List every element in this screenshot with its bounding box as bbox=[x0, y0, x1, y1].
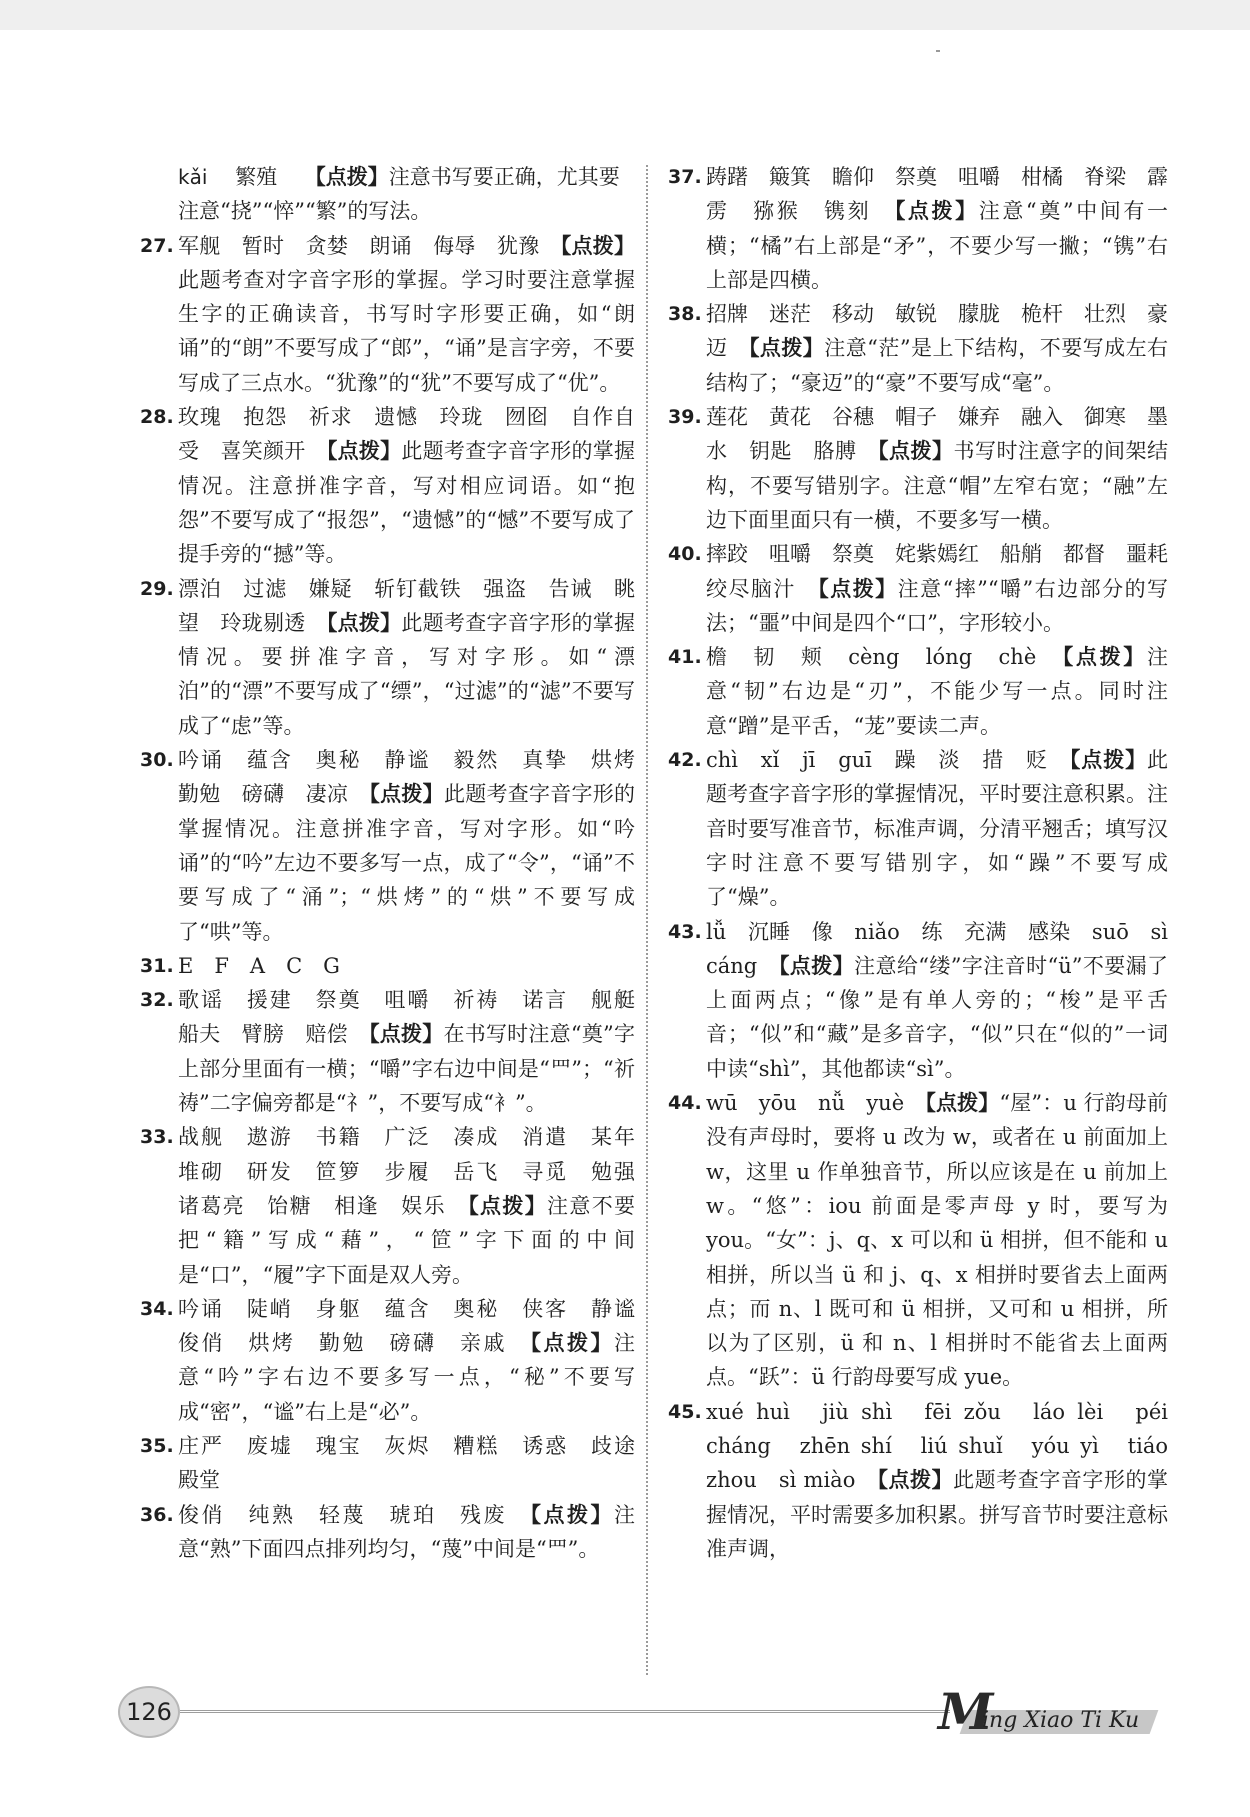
answer-entry bbox=[140, 400, 635, 571]
answer-entry bbox=[140, 229, 635, 400]
answer-entry bbox=[668, 743, 1168, 914]
tip-label: 【点拨】 bbox=[925, 1091, 1000, 1116]
answer-entry bbox=[140, 983, 656, 1120]
entry-answers: 庄严 废墟 瑰宝 灰烬 糟糕 诱惑 歧途 殿堂 bbox=[178, 1433, 656, 1493]
entry-number: 36. bbox=[140, 1503, 174, 1526]
entry-body bbox=[706, 915, 1189, 1086]
entry-note: 此题考查字音字形的掌握情况。要拼准字音，写对字形。如“漂泊”的“漂”不要写成了“缥”，“过滤”的“滤”不要写成了“虑”等。 bbox=[178, 610, 636, 738]
answer-entry bbox=[140, 949, 635, 983]
brand-initial: M bbox=[938, 1682, 994, 1741]
entry-answers: wū yōu nǚ yuè bbox=[706, 1091, 905, 1116]
entry-number: 39. bbox=[668, 406, 702, 429]
entry-body bbox=[178, 229, 635, 400]
entry-body bbox=[706, 640, 1168, 743]
entry-answers: chì xǐ jī guī 躁 淡 措 贬 bbox=[706, 748, 1048, 773]
entry-answers: 檐 韧 颊 cèng lóng chè bbox=[706, 645, 1037, 670]
footer-rule bbox=[180, 1710, 950, 1713]
tip-label: 【点拨】 bbox=[530, 1331, 614, 1356]
entry-number: 27. bbox=[140, 234, 174, 257]
entry-number: 28. bbox=[140, 406, 174, 429]
answer-entry bbox=[140, 1429, 656, 1498]
tip-label: 【点拨】 bbox=[878, 439, 954, 464]
entry-number: 37. bbox=[668, 166, 702, 188]
tip-label: 【点拨】 bbox=[326, 610, 402, 635]
entry-body bbox=[706, 1086, 1168, 1395]
entry-answers: xué huì jiù shì fēi zǒu láo lèi péi cháng zhēn shí liú shuǐ yóu yì tiáo zhou sì miào bbox=[706, 1399, 1168, 1493]
preamble-note: 注意书写要正确，尤其要注意“挠”“悴”“繁”的写法。 bbox=[178, 165, 620, 224]
entry-number: 42. bbox=[668, 749, 702, 772]
entry-body bbox=[178, 1292, 656, 1429]
page-footer bbox=[118, 1680, 1158, 1740]
entry-answers: 军舰 暂时 贪婪 朗诵 侮辱 犹豫 bbox=[178, 233, 540, 258]
entry-note: 此题考查对字音字形的掌握。学习时要注意掌握生字的正确读音，书写时字形要正确，如“朗诵”的“朗”不要写成了“郎”，“诵”是言字旁，不要写成了三点水。“犹豫”的“犹”不要写成了“优”。 bbox=[178, 267, 635, 395]
tip-label: 【点拨】 bbox=[326, 439, 402, 464]
brand-logo bbox=[938, 1682, 1153, 1741]
entry-note: 此题考查字音字形的掌握情况。注意拼准字音，写对相应词语。如“抱怨”不要写成了“报怨”，“遗憾”的“憾”不要写成了提手旁的“撼”等。 bbox=[178, 439, 636, 567]
tip-label: 【点拨】 bbox=[1069, 748, 1147, 773]
entry-body bbox=[178, 400, 635, 571]
preamble-word: 繁殖 bbox=[235, 165, 278, 189]
tip-label: 【点拨】 bbox=[894, 199, 979, 224]
tip-label: 【点拨】 bbox=[369, 1022, 444, 1047]
entry-answers: 吟诵 蕴含 奥秘 静谧 毅然 真挚 烘烤 勤勉 磅礴 凄凉 bbox=[178, 748, 656, 807]
brand-text: ing Xiao Ti Ku bbox=[982, 1708, 1140, 1733]
entry-answers: 战舰 遨游 书籍 广泛 凑成 消遣 某年 堆砌 研发 笸箩 步履 岳飞 寻觅 勉强 诸葛亮 饴糖 相逢 娱乐 bbox=[178, 1125, 656, 1218]
entry-note: 此题考查字音字形的掌握情况，平时要注意积累。注音时要写准音节，标准声调，分清平翘舌；填写汉字时注意不要写错别字，如“躁”不要写成了“燥”。 bbox=[706, 748, 1168, 910]
entry-number: 33. bbox=[140, 1126, 174, 1149]
tip-label: 【点拨】 bbox=[1062, 645, 1148, 670]
entry-body bbox=[178, 1120, 656, 1291]
entry-answers: 莲花 黄花 谷穗 帽子 嫌弃 融入 御寒 墨水 钥匙 胳膊 bbox=[706, 405, 1168, 464]
entry-answers: 歌谣 援建 祭奠 咀嚼 祈祷 诺言 舰艇 船夫 臂膀 赔偿 bbox=[178, 988, 656, 1047]
answer-entry bbox=[140, 1292, 656, 1429]
entry-note: 注意不要把“籍”写成“藉”，“笸”字下面的中间是“口”，“履”字下面是双人旁。 bbox=[178, 1193, 636, 1287]
answer-entry bbox=[668, 297, 1168, 400]
entry-body bbox=[178, 572, 635, 743]
entry-note: 书写时注意字的间架结构，不要写错别字。注意“帽”左窄右宽；“融”左边下面里面只有一横，不要多写一横。 bbox=[706, 439, 1168, 532]
entry-answers: 俊俏 纯熟 轻蔑 琥珀 残废 bbox=[178, 1502, 507, 1527]
entry-number: 31. bbox=[140, 954, 174, 977]
tip-label: 【点拨】 bbox=[468, 1193, 548, 1218]
tip-label: 【点拨】 bbox=[304, 165, 389, 189]
entry-note: 注意给“缕”字注音时“ü”不要漏了上面两点；“像”是有单人旁的；“梭”是平舌音；“似”和“藏”是多音字，“似”只在“似的”一词中读“shì”，其他都读“sì”。 bbox=[706, 953, 1169, 1081]
entry-answers: 漂泊 过滤 嫌疑 斩钉截铁 强盗 告诫 眺望 玲珑剔透 bbox=[178, 576, 635, 635]
entry-number: 34. bbox=[140, 1297, 174, 1320]
entry-body bbox=[178, 1498, 635, 1567]
entry-note: 注意“摔”“嚼”右边部分的写法；“噩”中间是四个“口”，字形较小。 bbox=[706, 576, 1169, 635]
entry-note: 注意“奠”中间有一横；“橘”右上部是“矛”，不要少写一撇；“镌”右上部是四横。 bbox=[706, 199, 1169, 292]
answer-entry bbox=[668, 640, 1168, 743]
entry-note: 注意“韧”右边是“刃”，不能少写一点。同时注意“蹭”是平舌，“茏”要读二声。 bbox=[706, 645, 1169, 738]
entry-number: 44. bbox=[668, 1092, 702, 1115]
answer-entry bbox=[668, 1086, 1168, 1395]
right-column bbox=[668, 160, 1189, 1566]
entry-number: 32. bbox=[140, 989, 174, 1012]
entry-number: 30. bbox=[140, 749, 174, 772]
entry-body bbox=[706, 297, 1168, 400]
tip-label: 【点拨】 bbox=[369, 782, 444, 807]
entry-answers: 踌躇 簸箕 瞻仰 祭奠 咀嚼 柑橘 脊梁 霹雳 猕猴 镌刻 bbox=[706, 165, 1168, 224]
entry-number: 29. bbox=[140, 577, 174, 600]
answer-entry bbox=[668, 160, 1168, 297]
tip-label: 【点拨】 bbox=[748, 336, 825, 361]
entry-body bbox=[178, 1429, 656, 1498]
entry-number: 38. bbox=[668, 303, 702, 326]
entry-answers: 招牌 迷茫 移动 敏锐 朦胧 桅杆 壮烈 豪迈 bbox=[706, 302, 1168, 361]
entry-body bbox=[178, 743, 656, 949]
entry-note: 注意“茫”是上下结构，不要写成左右结构了；“豪迈”的“豪”不要写成“毫”。 bbox=[706, 336, 1169, 395]
answer-entry bbox=[668, 537, 1189, 640]
entry-answers: 吟诵 陡峭 身躯 蕴含 奥秘 侠客 静谧 俊俏 烘烤 勤勉 磅礴 亲戚 bbox=[178, 1296, 656, 1356]
answer-entry bbox=[140, 1120, 656, 1291]
entry-body bbox=[178, 983, 656, 1120]
tip-label: 【点拨】 bbox=[560, 233, 636, 258]
entry-number: 45. bbox=[668, 1400, 702, 1423]
entry-number: 40. bbox=[668, 543, 702, 566]
right-entries bbox=[668, 160, 1189, 1566]
entry-note: 注意“熟”下面四点排列均匀，“蔑”中间是“罒”。 bbox=[178, 1502, 635, 1561]
entry-answers: 摔跤 咀嚼 祭奠 姹紫嫣红 船艄 都督 噩耗 绞尽脑汁 bbox=[706, 542, 1189, 601]
answer-entry bbox=[140, 1498, 635, 1567]
top-edge-band bbox=[0, 0, 1250, 30]
entry-body bbox=[706, 743, 1168, 914]
tip-label: 【点拨】 bbox=[779, 953, 855, 978]
preamble-entry bbox=[140, 160, 635, 229]
entry-answers: E F A C G bbox=[178, 953, 340, 978]
answer-entry bbox=[140, 743, 656, 949]
tip-label: 【点拨】 bbox=[877, 1468, 954, 1493]
answer-entry bbox=[668, 915, 1189, 1086]
entry-number: 43. bbox=[668, 920, 702, 943]
entry-body bbox=[706, 1395, 1168, 1566]
entry-note: 注意“吟”字右边不要多写一点，“秘”不要写成“密”，“谧”右上是“必”。 bbox=[178, 1331, 635, 1424]
entry-body bbox=[706, 400, 1168, 537]
entry-note: 在书写时注意“奠”字上部分里面有一横；“嚼”字右边中间是“罒”；“祈祷”二字偏旁都是“礻”，不要写成“衤”。 bbox=[178, 1022, 636, 1116]
answer-entry bbox=[140, 572, 635, 743]
column-divider bbox=[646, 165, 648, 1675]
answer-entry bbox=[668, 1395, 1168, 1566]
entry-number: 35. bbox=[140, 1434, 174, 1457]
entry-answers: lǚ 沉睡 像 niǎo 练 充满 感染 suō sì cáng bbox=[706, 919, 1189, 978]
entry-body bbox=[706, 160, 1168, 297]
entry-body bbox=[706, 537, 1189, 640]
left-entries bbox=[140, 229, 656, 1567]
entry-body bbox=[178, 949, 635, 983]
entry-number: 41. bbox=[668, 646, 702, 669]
entry-note: “屋”：u 行韵母前没有声母时，要将 u 改为 w，或者在 u 前面加上 w，这里 u 作单独音节，所以应该是在 u 前加上 w。“悠”：iou 前面是零声母 y 时，要写为 you。“女”：j、q、x 可以和 ü 相拼，但不能和 u 相拼，所以当 ü 和 j、q、x 相拼时要省去上面两点；而 n、l 既可和 ü 相拼，又可和 u 相拼，所以为了区别，ü 和 n、l 相拼时不能省去上面两点。“跃”：ü 行韵母要写成 yue。 bbox=[706, 1091, 1168, 1390]
answer-entry bbox=[668, 400, 1168, 537]
preamble-pinyin: kǎi bbox=[178, 165, 208, 189]
tip-label: 【点拨】 bbox=[530, 1502, 614, 1527]
entry-note: 此题考查字音字形的掌握情况，平时需要多加积累。拼写音节时要注意标准声调， bbox=[706, 1468, 1169, 1561]
page-number: 126 bbox=[118, 1686, 180, 1738]
left-column bbox=[140, 160, 656, 1566]
tip-label: 【点拨】 bbox=[818, 576, 898, 601]
entry-note: 此题考查字音字形的掌握情况。注意拼准字音，写对字形。如“吟诵”的“吟”左边不要多写一点，成了“令”，“诵”不要写成了“涌”；“烘烤”的“烘”不要写成了“哄”等。 bbox=[178, 782, 636, 944]
entry-answers: 玫瑰 抱怨 祈求 遗憾 玲珑 囫囵 自作自受 喜笑颜开 bbox=[178, 405, 635, 464]
stray-mark bbox=[936, 50, 940, 52]
